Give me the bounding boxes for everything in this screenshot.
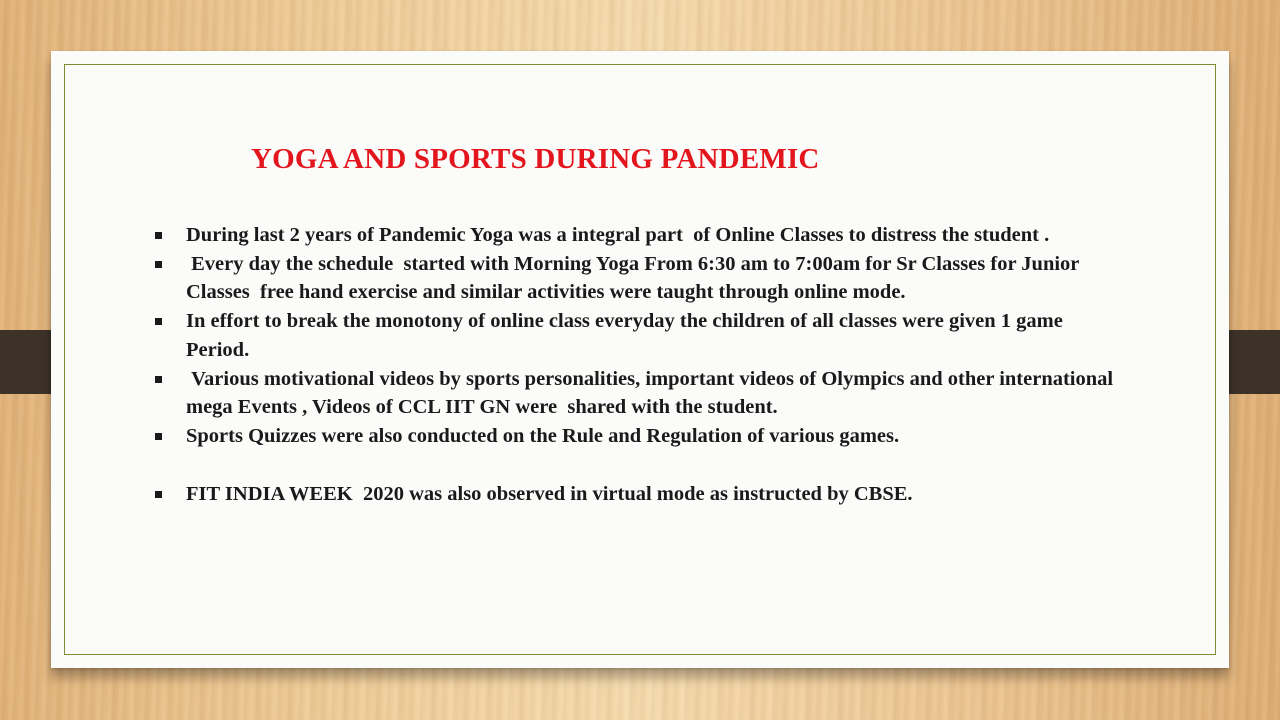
bullet-text: Various motivational videos by sports personalities, important videos of Olympics and other international mega Events , Videos of CCL IIT GN were shared with the student. <box>186 367 1119 419</box>
bullet-item <box>155 480 1115 509</box>
slide-title: YOGA AND SPORTS DURING PANDEMIC <box>251 143 820 175</box>
square-bullet-icon <box>155 232 162 239</box>
square-bullet-icon <box>155 261 162 268</box>
bullet-text: Sports Quizzes were also conducted on the Rule and Regulation of various games. <box>186 424 900 447</box>
square-bullet-icon <box>155 433 162 440</box>
bullet-text: FIT INDIA WEEK 2020 was also observed in virtual mode as instructed by CBSE. <box>186 482 913 505</box>
slide-card <box>51 51 1229 668</box>
square-bullet-icon <box>155 376 162 383</box>
bullet-list <box>155 221 1119 508</box>
bullet-item <box>155 307 1115 364</box>
bullet-text: In effort to break the monotony of online class everyday the children of all classes were given 1 game Period. <box>186 310 1068 361</box>
bullet-text: Every day the schedule started with Morning Yoga From 6:30 am to 7:00am for Sr Classes for Junior Classes free hand exercise and similar activities were taught through online mode. <box>186 252 1085 304</box>
bullet-item <box>155 365 1119 422</box>
square-bullet-icon <box>155 318 162 325</box>
square-bullet-icon <box>155 491 162 498</box>
bullet-text: During last 2 years of Pandemic Yoga was a integral part of Online Classes to distress the student . <box>186 224 1050 246</box>
bullet-item <box>155 422 1115 451</box>
bullet-item <box>155 221 1115 250</box>
bullet-item <box>155 250 1115 307</box>
